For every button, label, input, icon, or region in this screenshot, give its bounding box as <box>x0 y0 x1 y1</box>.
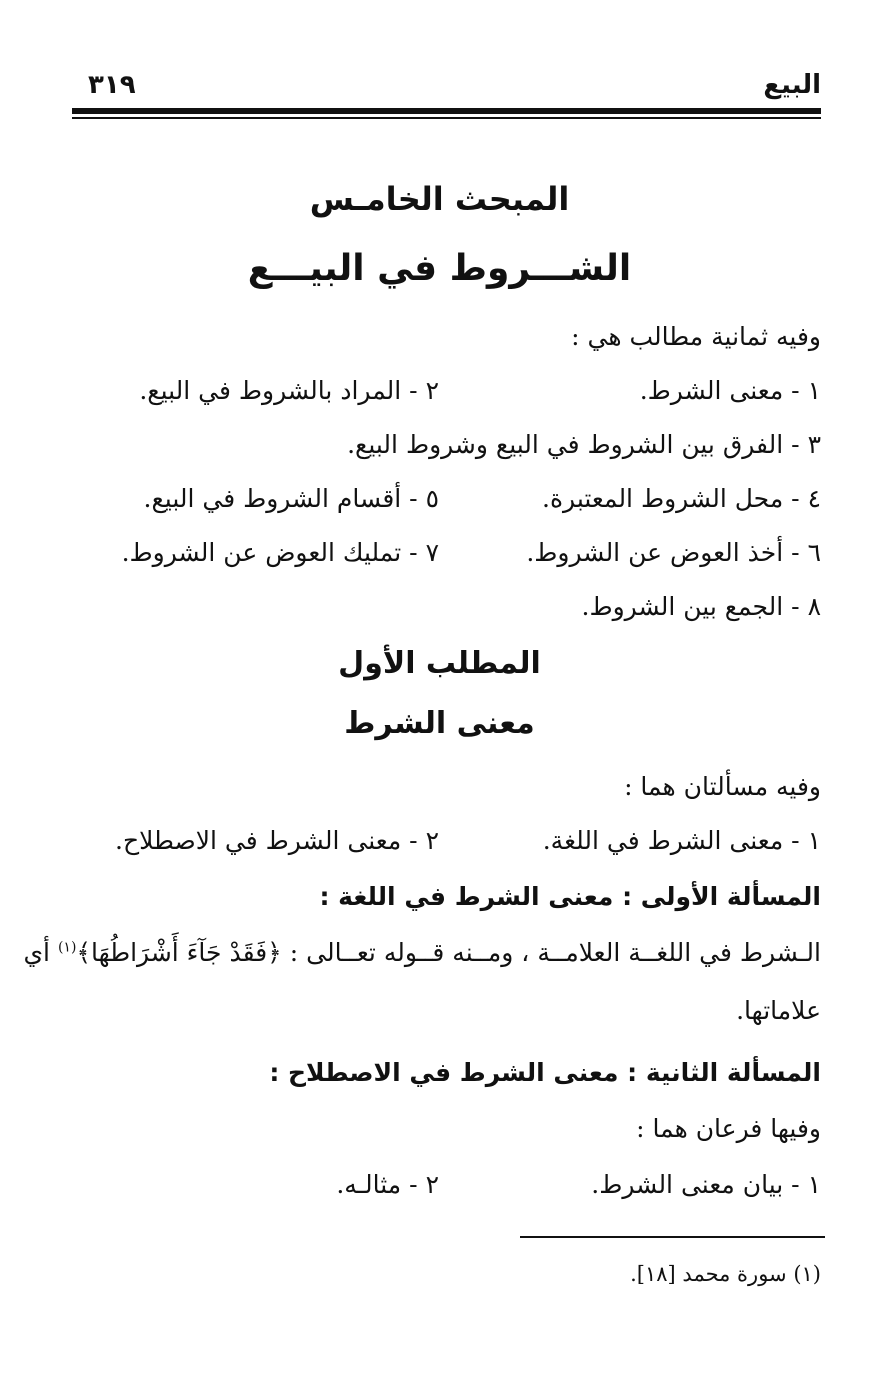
mas1-text-end: أي <box>23 938 50 967</box>
list-item <box>591 1170 821 1199</box>
list-item <box>336 1170 439 1199</box>
item-number: ٤ <box>807 484 821 513</box>
list-item <box>543 826 821 855</box>
page-number: ٣١٩ <box>88 70 136 100</box>
running-header-title: البيع <box>763 70 821 100</box>
list-item <box>122 538 439 567</box>
item-number: ٣ <box>807 430 821 459</box>
item-number: ٢ <box>425 826 439 855</box>
mas1-heading: المسألة الأولى : معنى الشرط في اللغة : <box>319 882 821 911</box>
mas1-paragraph-line-2: علاماتها. <box>736 996 821 1025</box>
item-number: ٢ <box>425 376 439 405</box>
item-text: - الجمع بين الشروط. <box>581 592 800 621</box>
item-text: - مثالـه. <box>336 1170 418 1199</box>
mas2-heading: المسألة الثانية : معنى الشرط في الاصطلاح : <box>269 1058 821 1087</box>
item-number: ١ <box>807 826 821 855</box>
header-rule-thin <box>72 117 821 119</box>
item-number: ٨ <box>807 592 821 621</box>
intro-text: وفيه ثمانية مطالب هي : <box>571 322 821 351</box>
item-text: - محل الشروط المعتبرة. <box>542 484 800 513</box>
item-text: - معنى الشرط. <box>639 376 800 405</box>
footnote-rule <box>520 1236 825 1238</box>
item-text: - الفرق بين الشروط في البيع وشروط البيع. <box>347 430 800 459</box>
list-item <box>144 484 439 513</box>
item-number: ٧ <box>425 538 439 567</box>
footnote-reference: (١) <box>57 939 77 956</box>
list-item <box>115 826 439 855</box>
item-text: - تمليك العوض عن الشروط. <box>121 538 418 567</box>
item-number: ٢ <box>425 1170 439 1199</box>
mas1-text: الـشرط في اللغــة العلامــة ، ومــنه قــوله تعــالى : ﴿فَقَدْ جَآءَ أَشْرَاطُهَا﴾ <box>76 938 821 967</box>
list-item <box>582 592 821 621</box>
topic-heading: الشـــروط في البيـــع <box>247 248 632 289</box>
item-text: - أخذ العوض عن الشروط. <box>526 538 800 567</box>
mas2-intro: وفيها فرعان هما : <box>636 1114 821 1143</box>
item-text: - معنى الشرط في اللغة. <box>542 826 800 855</box>
list-item <box>139 376 439 405</box>
item-number: ٥ <box>425 484 439 513</box>
item-text: - المراد بالشروط في البيع. <box>139 376 418 405</box>
item-text: - معنى الشرط في الاصطلاح. <box>115 826 418 855</box>
list-item <box>640 376 821 405</box>
matlab-heading: المطلب الأول <box>338 646 541 681</box>
list-item <box>526 538 821 567</box>
list-item <box>347 430 821 459</box>
item-number: ٦ <box>807 538 821 567</box>
item-text: - أقسام الشروط في البيع. <box>143 484 418 513</box>
footnote: (١) سورة محمد [١٨]. <box>630 1262 821 1286</box>
item-text: - بيان معنى الشرط. <box>591 1170 800 1199</box>
matlab-title: معنى الشرط <box>344 706 535 741</box>
section-heading: المبحث الخامـس <box>309 180 570 218</box>
mas1-paragraph-line <box>23 938 821 967</box>
item-number: ١ <box>807 376 821 405</box>
list-item <box>542 484 821 513</box>
matlab-intro: وفيه مسألتان هما : <box>624 772 821 801</box>
header-rule-thick <box>72 108 821 114</box>
item-number: ١ <box>807 1170 821 1199</box>
